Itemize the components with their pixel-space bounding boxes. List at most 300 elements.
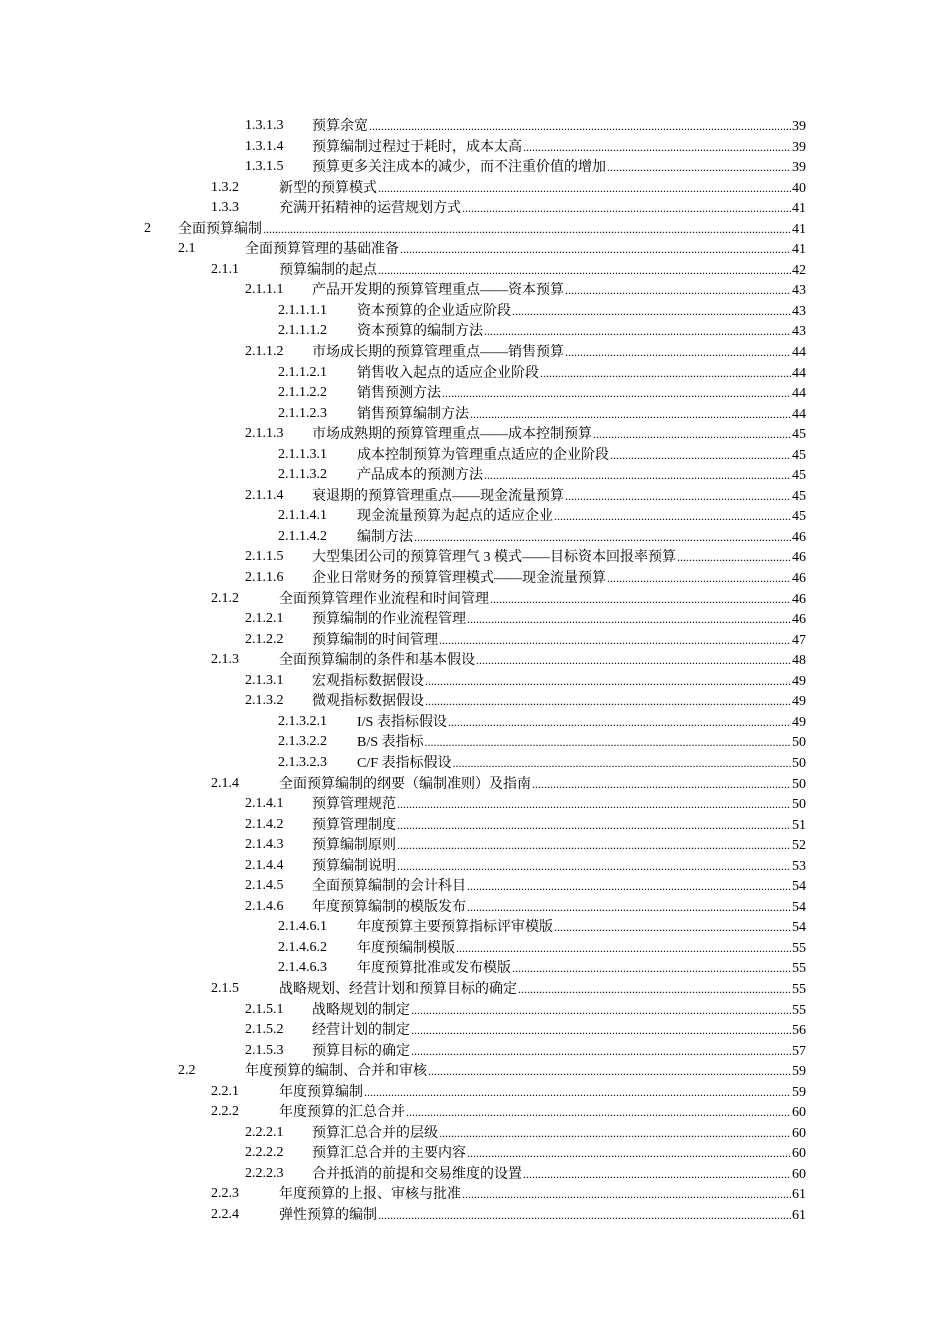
toc-entry-page-number: 46	[792, 529, 806, 545]
toc-entry-number: 2.1.1.2.1	[278, 364, 327, 380]
toc-entry-number: 2.1.5.2	[245, 1022, 284, 1038]
toc-dot-leader	[554, 917, 791, 938]
toc-entry-body	[312, 1020, 806, 1042]
toc-entry[interactable]	[0, 239, 950, 260]
toc-entry-page-number: 50	[792, 776, 806, 792]
toc-entry-body	[312, 157, 806, 179]
toc-entry-page-number: 41	[792, 242, 806, 258]
toc-entry-number: 2.1.4	[211, 775, 239, 791]
toc-dot-leader	[677, 547, 791, 568]
toc-entry-number: 2.1.2.2	[245, 631, 284, 647]
toc-entry-page-number: 39	[792, 160, 806, 176]
toc-entry-number: 2.1.3.2	[245, 693, 284, 709]
toc-entry-title: 合并抵消的前提和交易维度的设置	[312, 1166, 522, 1182]
toc-entry-title: 成本控制预算为管理重点适应的企业阶段	[357, 447, 609, 463]
toc-entry[interactable]	[0, 1123, 950, 1144]
toc-dot-leader	[512, 301, 791, 322]
toc-entry[interactable]	[0, 732, 950, 753]
toc-entry[interactable]	[0, 856, 950, 877]
toc-entry-title: 市场成长期的预算管理重点——销售预算	[312, 345, 564, 361]
toc-entry-body	[357, 301, 806, 323]
toc-entry-title: 年度预算的编制、合并和审核	[245, 1064, 427, 1080]
toc-entry-page-number: 49	[792, 673, 806, 689]
toc-dot-leader	[467, 876, 791, 897]
toc-entry-title: 预算编制的作业流程管理	[312, 612, 466, 628]
toc-entry-title: 战略规划的制定	[312, 1002, 410, 1018]
toc-entry-number: 2.1.4.1	[245, 796, 284, 812]
toc-entry-number: 2.2.2.3	[245, 1165, 284, 1181]
toc-entry-title: 编制方法	[357, 529, 413, 545]
toc-entry-page-number: 50	[792, 755, 806, 771]
toc-entry-title: 全面预算管理作业流程和时间管理	[279, 591, 489, 607]
toc-entry-number: 1.3.1.5	[245, 159, 284, 175]
toc-entry-number: 2.1.1.5	[245, 549, 284, 565]
toc-dot-leader	[364, 1082, 791, 1103]
toc-entry-number: 1.3.1.4	[245, 138, 284, 154]
toc-entry-body	[312, 630, 806, 652]
toc-entry-page-number: 59	[792, 1084, 806, 1100]
toc-entry-page-number: 45	[792, 447, 806, 463]
toc-entry[interactable]	[0, 938, 950, 959]
toc-entry-page-number: 39	[792, 139, 806, 155]
toc-entry-title: 全面预算编制	[178, 221, 262, 237]
toc-entry-number: 2.1.1.2	[245, 344, 284, 360]
toc-entry-number: 2.1.5.3	[245, 1042, 284, 1058]
toc-entry-number: 2.1.4.3	[245, 837, 284, 853]
toc-entry-body	[312, 609, 806, 631]
toc-dot-leader	[439, 630, 791, 651]
toc-entry[interactable]	[0, 219, 950, 240]
table-of-contents	[0, 116, 950, 1226]
toc-entry-page-number: 42	[792, 262, 806, 278]
toc-dot-leader	[565, 280, 791, 301]
toc-entry-page-number: 57	[792, 1043, 806, 1059]
toc-entry-page-number: 47	[792, 632, 806, 648]
toc-entry[interactable]	[0, 260, 950, 281]
toc-entry-page-number: 60	[792, 1166, 806, 1182]
toc-entry-body	[357, 465, 806, 487]
toc-entry-page-number: 55	[792, 981, 806, 997]
toc-dot-leader	[411, 1020, 791, 1041]
toc-entry-body	[279, 260, 806, 282]
toc-entry[interactable]	[0, 116, 950, 137]
toc-entry-body	[312, 794, 806, 816]
toc-entry[interactable]	[0, 568, 950, 589]
toc-dot-leader	[406, 1102, 791, 1123]
toc-entry[interactable]	[0, 1041, 950, 1062]
toc-dot-leader	[476, 650, 791, 671]
toc-entry[interactable]	[0, 280, 950, 301]
toc-entry[interactable]	[0, 383, 950, 404]
toc-dot-leader	[523, 137, 791, 158]
toc-dot-leader	[518, 979, 791, 1000]
toc-entry[interactable]	[0, 363, 950, 384]
toc-dot-leader	[378, 178, 791, 199]
toc-entry-page-number: 55	[792, 940, 806, 956]
toc-dot-leader	[512, 958, 791, 979]
toc-dot-leader	[453, 753, 791, 774]
toc-entry-page-number: 49	[792, 714, 806, 730]
toc-entry-number: 2.1.3.2.1	[278, 713, 327, 729]
toc-entry-title: 销售收入起点的适应企业阶段	[357, 365, 539, 381]
toc-dot-leader	[484, 465, 791, 486]
toc-entry-body	[357, 445, 806, 467]
toc-dot-leader	[397, 794, 791, 815]
toc-entry-number: 2.1.1.4.2	[278, 528, 327, 544]
toc-entry-title: 资本预算的企业适应阶段	[357, 303, 511, 319]
toc-entry[interactable]	[0, 157, 950, 178]
toc-entry-title: 预算编制说明	[312, 858, 396, 874]
toc-entry-body	[357, 506, 806, 528]
toc-entry[interactable]	[0, 1143, 950, 1164]
toc-entry-body	[312, 547, 806, 569]
toc-entry-body	[357, 938, 806, 960]
toc-entry-page-number: 43	[792, 303, 806, 319]
toc-entry-title: 预算汇总合并的层级	[312, 1125, 438, 1141]
toc-dot-leader	[400, 239, 791, 260]
toc-entry-number: 2.1.4.6.2	[278, 939, 327, 955]
toc-dot-leader	[532, 774, 791, 795]
toc-entry-title: 衰退期的预算管理重点——现金流量预算	[312, 488, 564, 504]
toc-entry-title: 充满开拓精神的运营规划方式	[279, 201, 461, 217]
toc-entry-number: 2.1.1.1.1	[278, 302, 327, 318]
toc-dot-leader	[425, 732, 791, 753]
toc-entry-body	[312, 568, 806, 590]
toc-entry-body	[357, 732, 806, 754]
toc-entry-number: 2.1.5.1	[245, 1001, 284, 1017]
toc-entry[interactable]	[0, 774, 950, 795]
toc-entry-number: 2.2.2	[211, 1104, 239, 1120]
toc-entry-page-number: 56	[792, 1023, 806, 1039]
toc-entry-number: 2.1.3.2.3	[278, 754, 327, 770]
toc-entry-body	[279, 1102, 806, 1124]
toc-entry-number: 2.1.4.6.1	[278, 919, 327, 935]
toc-entry-title: 预算编制的起点	[279, 262, 377, 278]
toc-entry[interactable]	[0, 609, 950, 630]
toc-entry-page-number: 60	[792, 1105, 806, 1121]
toc-entry-page-number: 54	[792, 920, 806, 936]
toc-entry-body	[279, 178, 806, 200]
toc-entry-title: 战略规划、经营计划和预算目标的确定	[279, 981, 517, 997]
toc-entry-number: 2.1.3.2.2	[278, 734, 327, 750]
toc-entry-body	[279, 198, 806, 220]
toc-entry-number: 2.1.4.6	[245, 898, 284, 914]
toc-entry-number: 2.1.1.1	[245, 282, 284, 298]
toc-entry-title: 预算编制原则	[312, 838, 396, 854]
toc-entry-page-number: 45	[792, 468, 806, 484]
toc-entry-number: 2	[144, 220, 151, 236]
toc-entry[interactable]	[0, 835, 950, 856]
toc-entry-body	[312, 691, 806, 713]
toc-entry-number: 2.1.4.6.3	[278, 960, 327, 976]
toc-dot-leader	[467, 609, 791, 630]
toc-entry-page-number: 39	[792, 119, 806, 134]
toc-entry-page-number: 44	[792, 365, 806, 381]
toc-entry-number: 2.1.4.2	[245, 816, 284, 832]
toc-dot-leader	[490, 589, 791, 610]
toc-dot-leader	[378, 1205, 791, 1226]
toc-entry-body	[312, 424, 806, 446]
toc-entry-title: 预算更多关注成本的减少，而不注重价值的增加	[312, 160, 606, 176]
toc-dot-leader	[263, 219, 791, 240]
toc-dot-leader	[565, 342, 791, 363]
toc-entry-number: 2.2.3	[211, 1186, 239, 1202]
toc-dot-leader	[456, 938, 791, 959]
toc-entry-body	[357, 527, 806, 549]
toc-entry[interactable]	[0, 301, 950, 322]
toc-entry-body	[357, 363, 806, 385]
toc-entry[interactable]	[0, 650, 950, 671]
toc-entry-title: 微观指标数据假设	[312, 694, 424, 710]
toc-entry-page-number: 61	[792, 1187, 806, 1203]
toc-entry-body	[312, 815, 806, 837]
toc-entry-page-number: 49	[792, 694, 806, 710]
toc-entry[interactable]	[0, 465, 950, 486]
toc-entry-title: I/S 表指标假设	[357, 714, 447, 730]
toc-entry[interactable]	[0, 979, 950, 1000]
toc-entry[interactable]	[0, 1000, 950, 1021]
toc-entry[interactable]	[0, 1102, 950, 1123]
toc-entry-body	[279, 589, 806, 611]
toc-entry-title: 销售预测方法	[357, 386, 441, 402]
toc-entry[interactable]	[0, 547, 950, 568]
toc-entry-number: 2.2.2.1	[245, 1124, 284, 1140]
toc-entry-number: 2.2.4	[211, 1206, 239, 1222]
toc-entry-page-number: 41	[792, 201, 806, 217]
toc-entry-number: 2.2.2.2	[245, 1145, 284, 1161]
toc-entry-body	[312, 856, 806, 878]
toc-entry-page-number: 60	[792, 1125, 806, 1141]
toc-entry-number: 2.1.3	[211, 652, 239, 668]
toc-entry-title: 全面预算编制的纲要（编制准则）及指南	[279, 776, 531, 792]
toc-dot-leader	[523, 1164, 791, 1185]
toc-entry-page-number: 59	[792, 1064, 806, 1080]
toc-entry-number: 1.3.2	[211, 179, 239, 195]
toc-dot-leader	[554, 506, 791, 527]
toc-dot-leader	[470, 404, 791, 425]
toc-dot-leader	[369, 116, 791, 137]
toc-dot-leader	[593, 424, 791, 445]
toc-entry-number: 2.1.2.1	[245, 611, 284, 627]
toc-entry-body	[279, 774, 806, 796]
toc-entry-title: 年度预编制模版	[357, 940, 455, 956]
toc-entry[interactable]	[0, 712, 950, 733]
toc-entry[interactable]	[0, 630, 950, 651]
toc-entry-page-number: 41	[792, 221, 806, 237]
toc-entry[interactable]	[0, 897, 950, 918]
toc-entry[interactable]	[0, 1082, 950, 1103]
toc-entry-title: 宏观指标数据假设	[312, 673, 424, 689]
toc-entry-page-number: 55	[792, 961, 806, 977]
toc-dot-leader	[607, 157, 791, 178]
toc-entry-body	[312, 897, 806, 919]
toc-entry[interactable]	[0, 589, 950, 610]
toc-entry[interactable]	[0, 1164, 950, 1185]
toc-entry[interactable]	[0, 321, 950, 342]
toc-entry[interactable]	[0, 527, 950, 548]
toc-dot-leader	[607, 568, 791, 589]
toc-dot-leader	[467, 897, 791, 918]
toc-entry-number: 2.1.1.2.3	[278, 405, 327, 421]
toc-entry-body	[245, 1061, 806, 1083]
toc-entry-number: 2.1.1.3	[245, 426, 284, 442]
toc-entry[interactable]	[0, 1020, 950, 1041]
toc-entry-number: 2.1.1.1.2	[278, 323, 327, 339]
toc-entry-body	[312, 116, 806, 138]
toc-entry-number: 2.1.4.4	[245, 857, 284, 873]
toc-entry-number: 2.1.1.2.2	[278, 385, 327, 401]
toc-entry-page-number: 55	[792, 1002, 806, 1018]
toc-dot-leader	[428, 1061, 791, 1082]
toc-entry-number: 2.1.1.3.1	[278, 446, 327, 462]
toc-entry-title: 预算汇总合并的主要内容	[312, 1146, 466, 1162]
toc-entry-body	[312, 137, 806, 159]
toc-dot-leader	[462, 198, 791, 219]
toc-dot-leader	[425, 691, 791, 712]
toc-entry-number: 2.1.1.6	[245, 570, 284, 586]
toc-entry-number: 2.1.1	[211, 261, 239, 277]
toc-entry-page-number: 44	[792, 406, 806, 422]
toc-entry-page-number: 50	[792, 797, 806, 813]
toc-entry-page-number: 48	[792, 653, 806, 669]
toc-dot-leader	[610, 445, 791, 466]
toc-entry-page-number: 61	[792, 1207, 806, 1223]
toc-entry-page-number: 45	[792, 509, 806, 525]
toc-entry-number: 2.1	[178, 241, 196, 257]
toc-entry-page-number: 51	[792, 817, 806, 833]
toc-entry-page-number: 54	[792, 879, 806, 895]
toc-entry-body	[245, 239, 806, 261]
toc-dot-leader	[425, 671, 791, 692]
toc-entry-title: 现金流量预算为起点的适应企业	[357, 509, 553, 525]
toc-dot-leader	[442, 383, 791, 404]
toc-entry[interactable]	[0, 445, 950, 466]
toc-entry-number: 2.1.5	[211, 980, 239, 996]
toc-entry-title: 企业日常财务的预算管理模式——现金流量预算	[312, 571, 606, 587]
toc-entry[interactable]	[0, 137, 950, 158]
toc-entry-title: 年度预算主要预算指标评审模版	[357, 920, 553, 936]
toc-entry-title: 产品成本的预测方法	[357, 468, 483, 484]
toc-entry-number: 2.2	[178, 1063, 196, 1079]
toc-dot-leader	[397, 835, 791, 856]
toc-entry-title: 预算管理规范	[312, 797, 396, 813]
toc-entry-page-number: 44	[792, 345, 806, 361]
toc-entry-number: 2.1.3.1	[245, 672, 284, 688]
toc-entry-number: 2.1.1.3.2	[278, 467, 327, 483]
toc-entry-page-number: 44	[792, 386, 806, 402]
toc-entry-body	[357, 958, 806, 980]
toc-entry-title: 全面预算管理的基础准备	[245, 242, 399, 258]
toc-entry[interactable]	[0, 342, 950, 363]
toc-entry[interactable]	[0, 753, 950, 774]
toc-entry-body	[312, 876, 806, 898]
toc-entry[interactable]	[0, 794, 950, 815]
toc-entry-body	[357, 383, 806, 405]
toc-entry[interactable]	[0, 424, 950, 445]
toc-entry[interactable]	[0, 198, 950, 219]
toc-entry-body	[357, 753, 806, 775]
toc-entry[interactable]	[0, 1061, 950, 1082]
toc-entry-body	[357, 917, 806, 939]
toc-entry-title: 预算管理制度	[312, 817, 396, 833]
toc-entry-body	[279, 1205, 806, 1227]
toc-entry-body	[279, 650, 806, 672]
toc-entry-title: 弹性预算的编制	[279, 1207, 377, 1223]
toc-dot-leader	[411, 1000, 791, 1021]
toc-dot-leader	[448, 712, 791, 733]
toc-entry[interactable]	[0, 178, 950, 199]
toc-entry-title: 新型的预算模式	[279, 180, 377, 196]
toc-entry-page-number: 46	[792, 591, 806, 607]
toc-entry[interactable]	[0, 917, 950, 938]
toc-entry-number: 1.3.1.3	[245, 118, 284, 133]
toc-entry-page-number: 45	[792, 488, 806, 504]
toc-entry-body	[312, 1041, 806, 1063]
toc-entry-title: B/S 表指标	[357, 735, 424, 751]
toc-dot-leader	[397, 815, 791, 836]
toc-entry-title: 市场成熟期的预算管理重点——成本控制预算	[312, 427, 592, 443]
toc-entry-title: 大型集团公司的预算管理气 3 模式——目标资本回报率预算	[312, 550, 676, 566]
toc-dot-leader	[397, 856, 791, 877]
toc-entry-body	[312, 1164, 806, 1186]
toc-dot-leader	[462, 1184, 791, 1205]
toc-entry-body	[279, 979, 806, 1001]
toc-entry[interactable]	[0, 958, 950, 979]
toc-entry-title: 年度预算的汇总合并	[279, 1105, 405, 1121]
toc-entry-body	[357, 404, 806, 426]
toc-dot-leader	[439, 1123, 791, 1144]
toc-entry-body	[312, 835, 806, 857]
toc-entry-body	[312, 280, 806, 302]
toc-entry-title: 经营计划的制定	[312, 1023, 410, 1039]
toc-entry-title: 预算编制的时间管理	[312, 632, 438, 648]
toc-entry[interactable]	[0, 1205, 950, 1226]
toc-entry-page-number: 53	[792, 858, 806, 874]
toc-entry[interactable]	[0, 815, 950, 836]
toc-entry-number: 2.1.4.5	[245, 878, 284, 894]
toc-entry-page-number: 60	[792, 1146, 806, 1162]
toc-dot-leader	[414, 527, 791, 548]
toc-entry[interactable]	[0, 671, 950, 692]
toc-entry[interactable]	[0, 486, 950, 507]
toc-dot-leader	[540, 363, 791, 384]
toc-entry[interactable]	[0, 506, 950, 527]
toc-entry-page-number: 46	[792, 550, 806, 566]
toc-entry-title: 资本预算的编制方法	[357, 324, 483, 340]
toc-entry-number: 1.3.3	[211, 200, 239, 216]
toc-entry-body	[312, 1000, 806, 1022]
toc-dot-leader	[565, 486, 791, 507]
toc-entry-title: 年度预算编制	[279, 1084, 363, 1100]
toc-entry[interactable]	[0, 404, 950, 425]
toc-entry-title: 全面预算编制的条件和基本假设	[279, 653, 475, 669]
toc-entry-page-number: 50	[792, 735, 806, 751]
toc-entry-title: C/F 表指标假设	[357, 755, 452, 771]
toc-entry-title: 年度预算批准或发布模版	[357, 961, 511, 977]
toc-entry-body	[312, 1143, 806, 1165]
toc-entry-number: 2.1.1.4.1	[278, 508, 327, 524]
toc-entry[interactable]	[0, 1184, 950, 1205]
toc-entry[interactable]	[0, 691, 950, 712]
toc-entry-number: 2.2.1	[211, 1083, 239, 1099]
toc-entry-title: 年度预算的上报、审核与批准	[279, 1187, 461, 1203]
toc-entry-page-number: 46	[792, 612, 806, 628]
toc-entry-number: 2.1.2	[211, 590, 239, 606]
toc-entry-body	[312, 1123, 806, 1145]
toc-entry-body	[312, 486, 806, 508]
toc-entry-body	[312, 342, 806, 364]
toc-entry[interactable]	[0, 876, 950, 897]
